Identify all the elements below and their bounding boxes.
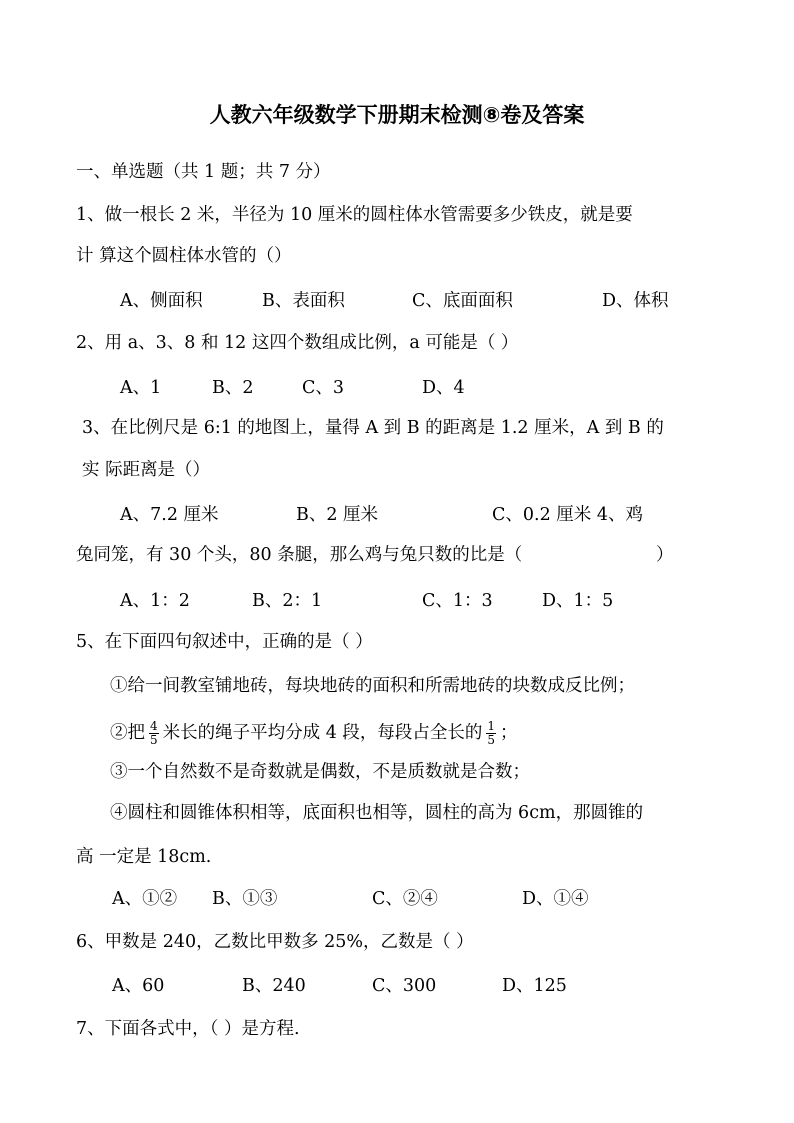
question-4-option-a: A、1：2	[120, 591, 190, 611]
question-5-statement-4: ④圆柱和圆锥体积相等，底面积也相等，圆柱的高为 6cm，那圆锥的	[110, 803, 644, 823]
question-4-option-c: C、1：3	[422, 591, 493, 611]
question-3-option-b: B、2 厘米	[296, 505, 379, 525]
question-5-option-b: B、①③	[212, 889, 278, 909]
question-5-statement-2	[110, 720, 518, 747]
fraction-four-fifths: $\frac{4}{5}$	[150, 719, 158, 747]
question-4-option-b: B、2：1	[252, 591, 323, 611]
question-5-statement-1: ①给一间教室铺地砖，每块地砖的面积和所需地砖的块数成反比例；	[110, 676, 635, 696]
question-2-option-d: D、4	[422, 378, 465, 398]
page-title: 人教六年级数学下册期末检测⑧卷及答案	[209, 103, 585, 127]
question-3-option-a: A、7.2 厘米	[120, 505, 219, 525]
question-3-option-c: C、0.2 厘米 4、鸡	[492, 505, 643, 525]
question-7-line-1: 7、下面各式中，（ ）是方程.	[76, 1019, 300, 1039]
question-1-option-c: C、底面面积	[412, 291, 513, 311]
question-4-paren-close: ）	[656, 545, 674, 565]
question-5-line-1: 5、在下面四句叙述中，正确的是（ ）	[76, 632, 373, 652]
question-6-option-d: D、125	[502, 976, 567, 996]
question-1-option-d: D、体积	[602, 291, 669, 311]
question-5-statement-4-cont: 高 一定是 18cm.	[76, 847, 212, 867]
question-6-line-1: 6、甲数是 240，乙数比甲数多 25%，乙数是（ ）	[76, 932, 474, 952]
question-5-option-a: A、①②	[112, 889, 178, 909]
question-4-option-d: D、1：5	[542, 591, 614, 611]
question-5-option-d: D、①④	[522, 889, 589, 909]
question-5-statement-3: ③一个自然数不是奇数就是偶数，不是质数就是合数；	[110, 762, 530, 782]
statement-2-prefix: ②把	[110, 723, 145, 743]
question-5-option-c: C、②④	[372, 889, 438, 909]
question-6-option-c: C、300	[372, 976, 437, 996]
question-1-option-b: B、表面积	[262, 291, 345, 311]
question-6-option-b: B、240	[242, 976, 306, 996]
question-3-line-1: 3、在比例尺是 6:1 的地图上，量得 A 到 B 的距离是 1.2 厘米，A 到 B 的	[82, 418, 664, 438]
question-1-line-1: 1、做一根长 2 米，半径为 10 厘米的圆柱体水管需要多少铁皮，就是要	[76, 205, 633, 225]
section-heading: 一、单选题（共 1 题；共 7 分）	[76, 162, 331, 182]
question-4-line-1: 兔同笼，有 30 个头，80 条腿，那么鸡与兔只数的比是（	[76, 545, 523, 565]
statement-2-suffix: ；	[500, 723, 518, 743]
question-2-option-b: B、2	[212, 378, 254, 398]
question-1-option-a: A、侧面积	[120, 291, 203, 311]
question-2-option-c: C、3	[302, 378, 345, 398]
question-6-option-a: A、60	[112, 976, 165, 996]
question-2-option-a: A、1	[120, 378, 162, 398]
statement-2-middle: 米长的绳子平均分成 4 段，每段占全长的	[162, 723, 483, 743]
question-2-line-1: 2、用 a、3、8 和 12 这四个数组成比例，a 可能是（ ）	[76, 333, 519, 353]
question-1-line-2: 计 算这个圆柱体水管的（）	[76, 246, 292, 266]
fraction-one-fifth: $\frac{1}{5}$	[487, 719, 496, 747]
question-3-line-2: 实 际距离是（）	[82, 460, 211, 480]
